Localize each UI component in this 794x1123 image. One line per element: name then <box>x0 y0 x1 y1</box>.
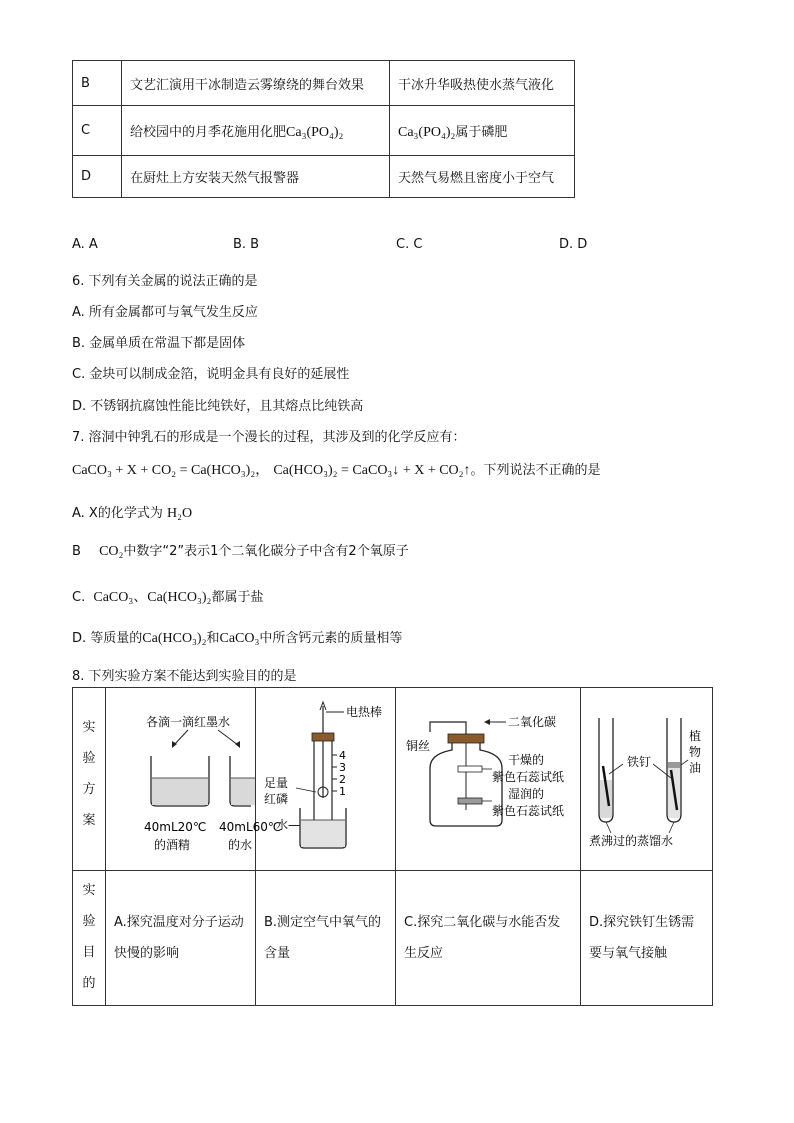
oil-label-2: 物 <box>689 745 702 759</box>
q7-option-b[interactable] <box>72 540 409 560</box>
row-scene-cell <box>122 106 390 156</box>
wet-paper-label-1: 湿润的 <box>508 787 545 801</box>
mark-2: 2 <box>339 773 346 786</box>
q7-option-d-formula-2: CaCO₃ <box>219 631 260 646</box>
figure-b-oxygen-apparatus <box>256 688 395 866</box>
red-phosphorus-label-1: 足量 <box>264 776 289 790</box>
label-char: 目 <box>82 945 96 960</box>
figure-a-top-label: 各滴一滴红墨水 <box>146 715 231 729</box>
q8-row-goal <box>73 871 713 1006</box>
row-explanation: 天然气易燃且密度小于空气 <box>390 156 575 198</box>
goal-a: A.探究温度对分子运动快慢的影响 <box>114 915 244 961</box>
q7-option-c-letter: C. <box>72 590 86 605</box>
dry-paper-label-2: 紫色石蕊试纸 <box>492 770 565 784</box>
stopper <box>312 733 334 741</box>
water <box>301 820 345 847</box>
q8-table <box>72 687 713 1006</box>
row-scene: 文艺汇演用干冰制造云雾缭绕的舞台效果 <box>122 61 390 106</box>
right-caption-2: 的水 <box>228 838 253 852</box>
q6-stem: 6. 下列有关金属的说法正确的是 <box>72 274 258 289</box>
goal-b: B.测定空气中氧气的含量 <box>264 915 382 961</box>
q7-option-c-text: 都属于盐 <box>211 590 264 605</box>
row-explain-formula: Ca₃(PO₄)₂ <box>398 124 456 140</box>
row-label-cell <box>73 871 106 1006</box>
water-label: 煮沸过的蒸馏水 <box>589 834 674 848</box>
q7-option-a-text: A. X的化学式为 <box>72 506 163 521</box>
mark-1: 1 <box>339 785 346 798</box>
water-pointer <box>669 822 674 833</box>
mark-4: 4 <box>339 749 346 762</box>
goal-b-cell <box>256 871 396 1006</box>
nail-label: 铁钉 <box>627 755 652 769</box>
q7-equation-2: Ca(HCO₃)₂ = CaCO₃↓ + X + CO₂↑ <box>273 463 471 478</box>
goal-d: D.探究铁钉生锈需要与氧气接触 <box>589 915 695 961</box>
figure-c-co2-bottle <box>396 688 580 866</box>
q7-option-d-text-1: D. 等质量的 <box>72 631 143 646</box>
row-label-scheme <box>73 688 105 836</box>
goal-c-cell <box>396 871 581 1006</box>
label-char: 验 <box>82 914 96 929</box>
row-scene: 在厨灶上方安装天然气报警器 <box>122 156 390 198</box>
water-label: 水— <box>276 818 301 832</box>
q7-option-a-formula: H₂O <box>166 506 193 521</box>
heater-label: 电热棒 <box>346 705 383 719</box>
row-explanation: 属于磷肥 <box>455 124 508 140</box>
row-explanation-cell <box>390 106 575 156</box>
q7-option-a[interactable] <box>72 502 192 522</box>
label-char: 验 <box>82 751 96 766</box>
q8-stem: 8. 下列实验方案不能达到实验目的的是 <box>72 669 297 684</box>
label-char: 实 <box>82 883 96 898</box>
left-caption-2: 的酒精 <box>154 838 191 852</box>
oil-pointer <box>681 760 688 765</box>
arrow-head <box>484 719 490 725</box>
arrow-head <box>235 741 240 748</box>
q5-row-b <box>73 61 575 106</box>
oil-label-3: 油 <box>689 761 702 775</box>
wet-paper <box>458 798 482 804</box>
q5-option-d[interactable]: D. D <box>559 237 588 252</box>
liquid-right <box>231 778 255 805</box>
red-phosphorus-label-2: 红磷 <box>264 792 289 806</box>
label-char: 的 <box>82 976 96 991</box>
figure-d-test-tubes <box>581 688 712 866</box>
row-scene: 给校园中的月季花施用化肥 <box>130 124 287 140</box>
label-char: 案 <box>82 813 96 828</box>
q6-option-d[interactable]: D. 不锈钢抗腐蚀性能比纯铁好，且其熔点比纯铁高 <box>72 399 364 414</box>
q7-equation-tail: 。下列说法不正确的是 <box>470 463 601 478</box>
row-explanation: 干冰升华吸热使水蒸气液化 <box>390 61 575 106</box>
q7-option-b-text: 中数字“2”表示1个二氧化碳分子中含有2个氧原子 <box>123 544 409 559</box>
q5-table <box>72 60 575 198</box>
q7-option-c-formula: CaCO₃、Ca(HCO₃)₂ <box>93 590 212 605</box>
row-letter: C <box>73 106 122 156</box>
stopper <box>448 734 484 743</box>
q6-option-b[interactable]: B. 金属单质在常温下都是固体 <box>72 336 246 351</box>
water-pointer <box>606 822 611 833</box>
figure-b-cell <box>256 688 396 871</box>
figure-d-cell <box>581 688 713 871</box>
inlet-tube <box>430 722 466 734</box>
q7-option-d-text-2: 和 <box>206 631 220 646</box>
nail-pointer <box>609 764 623 774</box>
goal-d-cell <box>581 871 713 1006</box>
q7-stem: 7. 溶洞中钟乳石的形成是一个漫长的过程，其涉及到的化学反应有： <box>72 430 466 445</box>
q6-option-a[interactable]: A. 所有金属都可与氧气发生反应 <box>72 305 258 320</box>
row-letter: B <box>73 61 122 106</box>
q7-option-d-text-3: 中所含钙元素的质量相等 <box>259 631 403 646</box>
label-char: 方 <box>82 782 96 797</box>
q5-option-c[interactable]: C. C <box>396 237 423 252</box>
goal-a-cell <box>106 871 256 1006</box>
q7-option-d[interactable] <box>72 627 402 647</box>
q5-option-b[interactable]: B. B <box>233 237 260 252</box>
copper-wire-label: 铜丝 <box>406 739 431 753</box>
wet-paper-label-2: 紫色石蕊试纸 <box>492 804 565 818</box>
dry-paper <box>458 766 482 772</box>
co2-label: 二氧化碳 <box>508 715 557 729</box>
oil-layer <box>668 762 680 768</box>
row-letter: D <box>73 156 122 198</box>
row-label-cell <box>73 688 106 871</box>
q5-option-a[interactable]: A. A <box>72 237 98 252</box>
q7-option-b-letter: B <box>72 544 81 559</box>
q7-option-d-formula-1: Ca(HCO₃)₂ <box>142 631 207 646</box>
goal-c: C.探究二氧化碳与水能否发生反应 <box>404 915 561 961</box>
dry-paper-label-1: 干燥的 <box>508 753 545 767</box>
drop-arrow-left <box>174 730 188 745</box>
mark-3: 3 <box>339 761 346 774</box>
q7-option-c[interactable] <box>72 586 263 606</box>
label-char: 实 <box>82 720 96 735</box>
q5-row-d <box>73 156 575 198</box>
oil-label-1: 植 <box>689 729 702 743</box>
q7-equation-1: CaCO₃ + X + CO₂ = Ca(HCO₃)₂， <box>72 463 270 478</box>
q7-equations <box>72 459 601 479</box>
q6-option-c[interactable]: C. 金块可以制成金箔，说明金具有良好的延展性 <box>72 367 350 382</box>
phosphorus-pointer <box>296 788 316 792</box>
figure-c-cell <box>396 688 581 871</box>
q7-option-b-formula: CO₂ <box>99 544 124 559</box>
row-scene-formula: Ca₃(PO₄)₂ <box>286 124 344 140</box>
right-caption-1: 40mL60℃ <box>219 820 282 834</box>
row-label-goal <box>73 871 105 999</box>
q8-row-scheme <box>73 688 713 871</box>
left-caption-1: 40mL20℃ <box>144 820 207 834</box>
liquid-left <box>152 778 208 805</box>
q5-row-c <box>73 106 575 156</box>
drop-arrow-right <box>218 730 238 745</box>
